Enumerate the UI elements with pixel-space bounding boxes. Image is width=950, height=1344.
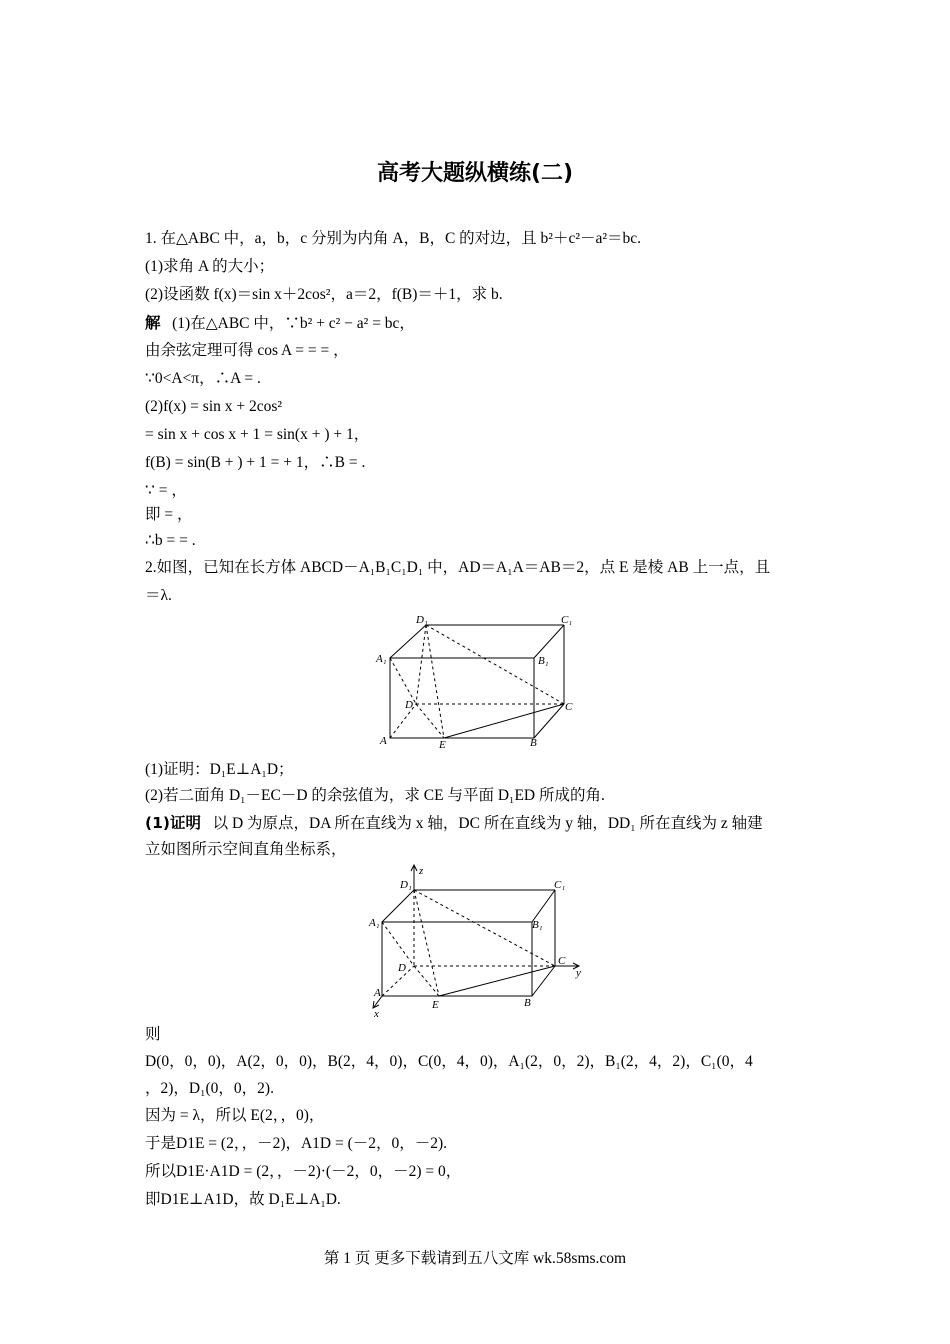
proof-line: 则 — [145, 1026, 161, 1043]
point-label: C₁ — [554, 879, 566, 891]
point-label: C — [565, 701, 573, 713]
axis-label: x — [374, 1008, 379, 1020]
problem-2-part-2: (2)若二面角 D₁－EC－D 的余弦值为，求 CE 与平面 D₁ED 所成的角. — [145, 787, 605, 804]
point-label: C₁ — [561, 614, 573, 626]
point-label: D₁ — [400, 879, 412, 891]
proof-line: 于是D1E = (2，，－2)，A1D = (－2，0，－2). — [145, 1135, 448, 1152]
point-label: A — [374, 987, 381, 999]
problem-2-statement-cont: ＝λ. — [145, 587, 172, 604]
problem-1-statement: 1. 在△ABC 中，a，b，c 分别为内角 A，B，C 的对边，且 b²＋c²－a²＝bc. — [145, 230, 642, 247]
solution-line: ∴b = = . — [145, 532, 196, 549]
solution-line: 由余弦定理可得 cos A = = = ， — [145, 342, 349, 359]
point-label: B₁ — [532, 919, 543, 931]
solution-line: ∵ = ， — [145, 482, 187, 499]
proof-line: 立如图所示空间直角坐标系， — [145, 841, 347, 858]
point-label: E — [439, 739, 446, 751]
page-title: 高考大题纵横练(二) — [376, 161, 574, 186]
solution-line: ∵0<A<π，∴A = . — [145, 370, 261, 387]
point-label: C — [558, 955, 566, 967]
solution-line-text: (1)在△ABC 中，∵b² + c² − a² = bc， — [172, 315, 415, 332]
solution-line: = sin x + cos x + 1 = sin(x + ) + 1， — [145, 426, 370, 443]
problem-2-statement: 2.如图，已知在长方体 ABCD－A₁B₁C₁D₁ 中，AD＝A₁A＝AB＝2，点 E 是棱 AB 上一点，且 — [145, 559, 771, 576]
problem-1-part-1: (1)求角 A 的大小； — [145, 258, 275, 275]
cuboid-figure-2 — [362, 860, 594, 1020]
solution-line: 即 = ， — [145, 506, 193, 523]
cuboid-figure-1 — [372, 612, 582, 752]
proof-line: 因为 = λ，所以 E(2，，0)， — [145, 1107, 325, 1124]
coordinates-line: D(0，0，0)，A(2，0，0)，B(2，4，0)，C(0，4，0)，A₁(2，0，2)，B₁(2，4，2)，C₁(0，4 — [145, 1053, 753, 1070]
proof-label: (1)证明 — [145, 814, 201, 832]
point-label: D — [405, 699, 413, 711]
proof-line-text: 以 D 为原点，DA 所在直线为 x 轴，DC 所在直线为 y 轴，DD₁ 所在直线为 z 轴建 — [212, 815, 763, 832]
point-label: B — [524, 997, 531, 1009]
point-label: D₁ — [416, 614, 428, 626]
point-label: B₁ — [538, 655, 549, 667]
point-label: A — [380, 735, 387, 747]
point-label: A₁ — [369, 917, 380, 929]
point-label: A₁ — [376, 653, 387, 665]
proof-line: 所以D1E·A1D = (2，，－2)·(－2，0，－2) = 0， — [145, 1163, 462, 1180]
coordinates-line: ，2)，D₁(0，0，2). — [145, 1080, 274, 1097]
point-label: B — [530, 737, 537, 749]
point-label: D — [398, 962, 406, 974]
solution-line — [145, 313, 415, 334]
solution-line: f(B) = sin(B + ) + 1 = + 1，∴B = . — [145, 454, 366, 471]
problem-1-part-2: (2)设函数 f(x)＝sin x＋2cos²，a＝2，f(B)＝＋1，求 b. — [145, 286, 503, 303]
page-footer: 第 1 页 更多下载请到五八文库 wk.58sms.com — [323, 1250, 627, 1267]
problem-2-part-1: (1)证明：D₁E⊥A₁D； — [145, 761, 294, 778]
solution-label: 解 — [145, 314, 161, 332]
axis-label: y — [576, 967, 581, 979]
proof-line: 即D1E⊥A1D，故 D₁E⊥A₁D. — [145, 1191, 341, 1208]
solution-line: (2)f(x) = sin x + 2cos² — [145, 398, 283, 415]
point-label: E — [432, 999, 439, 1011]
axis-label: z — [419, 865, 424, 877]
proof-line — [145, 813, 763, 834]
